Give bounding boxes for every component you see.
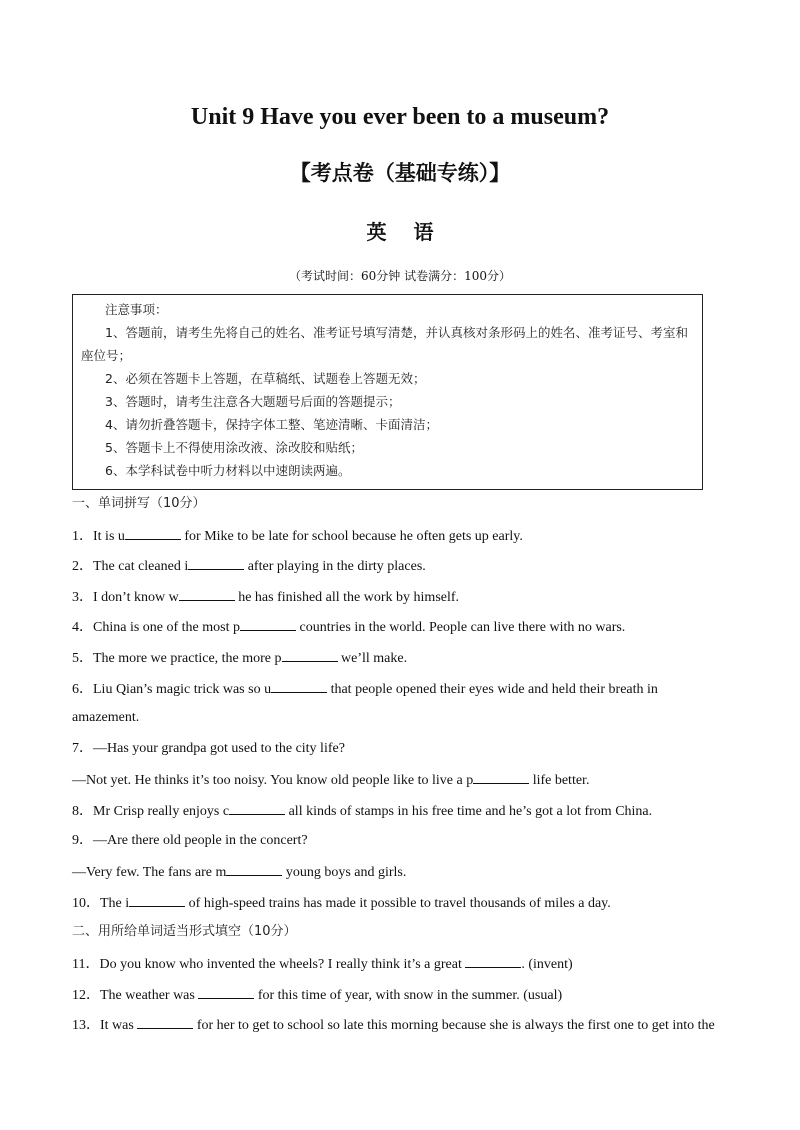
question-text: 6．Liu Qian’s magic trick was so u — [72, 681, 272, 697]
question-text: 3．I don’t know w — [72, 589, 179, 605]
notice-item: 6、本学科试卷中听力材料以中速朗读两遍。 — [105, 463, 351, 478]
question-text: 5．The more we practice, the more p — [72, 651, 282, 666]
subject-label: 英 语 — [366, 220, 444, 244]
question-text: for this time of year, with snow in the summer. (usual) — [254, 987, 563, 1003]
question-text: 4．China is one of the most p — [72, 620, 240, 636]
question-line — [72, 800, 732, 822]
answer-blank[interactable] — [179, 586, 235, 601]
question-line — [72, 647, 732, 669]
question-text: —Very few. The fans are m — [72, 865, 227, 881]
question-text: 7．—Has your grandpa got used to the city life? — [72, 740, 345, 756]
answer-blank[interactable] — [282, 647, 338, 662]
question-line — [72, 831, 732, 851]
answer-blank[interactable] — [271, 678, 327, 693]
answer-blank[interactable] — [226, 861, 282, 876]
question-text: 8．Mr Crisp really enjoys c — [72, 804, 230, 819]
answer-blank[interactable] — [229, 800, 285, 815]
notice-box — [72, 294, 703, 490]
notice-heading: 注意事项： — [105, 302, 168, 317]
question-line — [72, 1014, 732, 1036]
question-text: all kinds of stamps in his free time and he’s got a lot from China. — [285, 804, 653, 819]
answer-blank[interactable] — [129, 892, 185, 907]
answer-blank[interactable] — [465, 953, 521, 968]
notice-item: 4、请勿折叠答题卡，保持字体工整、笔迹清晰、卡面清洁； — [105, 417, 438, 432]
answer-blank[interactable] — [240, 616, 296, 631]
question-line — [72, 586, 732, 608]
notice-item: 5、答题卡上不得使用涂改液、涂改胶和贴纸； — [105, 440, 363, 455]
answer-blank[interactable] — [473, 769, 529, 784]
answer-blank[interactable] — [198, 984, 254, 999]
question-text: 13．It was — [72, 1018, 138, 1034]
question-text: we’ll make. — [337, 651, 408, 666]
notice-item: 1、答题前，请考生先将自己的姓名、准考证号填写清楚，并认真核对条形码上的姓名、准考证号、考室和座位号； — [81, 325, 688, 363]
question-text: 9．—Are there old people in the concert? — [72, 832, 308, 848]
question-text: for Mike to be late for school because he often gets up early. — [180, 528, 523, 544]
exam-info: （考试时间：60分钟 试卷满分：100分） — [289, 269, 511, 283]
question-text: 10．The i — [72, 895, 130, 911]
question-text: amazement. — [72, 710, 140, 726]
question-text: . (invent) — [521, 957, 573, 972]
question-line — [72, 984, 732, 1006]
question-text: countries in the world. People can live there with no wars. — [296, 620, 626, 636]
question-text: of high-speed trains has made it possible to travel thousands of miles a day. — [185, 895, 611, 911]
section-heading: 二、用所给单词适当形式填空（10分） — [72, 924, 297, 940]
question-text: he has finished all the work by himself. — [234, 589, 460, 605]
question-line — [72, 555, 732, 577]
notice-item: 2、必须在答题卡上答题，在草稿纸、试题卷上答题无效； — [105, 371, 426, 386]
question-text: —Not yet. He thinks it’s too noisy. You know old people like to live a p — [72, 773, 474, 789]
question-line — [72, 953, 732, 975]
question-line — [72, 708, 732, 728]
question-text: 12．The weather was — [72, 987, 199, 1003]
question-text: young boys and girls. — [282, 865, 407, 881]
question-line — [72, 616, 732, 638]
section-heading: 一、单词拼写（10分） — [72, 496, 206, 511]
question-line — [72, 892, 732, 914]
question-line — [72, 861, 732, 883]
question-text: after playing in the dirty places. — [244, 559, 426, 575]
question-text: that people opened their eyes wide and held their breath in — [327, 681, 658, 697]
answer-blank[interactable] — [188, 555, 244, 570]
question-text: 2．The cat cleaned i — [72, 559, 189, 575]
question-text: life better. — [529, 773, 590, 789]
page-title: Unit 9 Have you ever been to a museum? — [190, 104, 610, 130]
answer-blank[interactable] — [137, 1014, 193, 1029]
notice-item: 3、答题时，请考生注意各大题题号后面的答题提示； — [105, 394, 401, 409]
question-text: 1．It is u — [72, 528, 125, 544]
question-line — [72, 678, 732, 700]
question-line — [72, 769, 732, 791]
paper-subtitle: 【考点卷（基础专练）】 — [289, 161, 511, 185]
question-line — [72, 525, 732, 547]
question-text: for her to get to school so late this morning because she is always the first one to get into the — [193, 1018, 715, 1034]
answer-blank[interactable] — [125, 525, 181, 540]
question-line — [72, 739, 732, 759]
question-text: 11．Do you know who invented the wheels? I really think it’s a great — [72, 957, 466, 972]
